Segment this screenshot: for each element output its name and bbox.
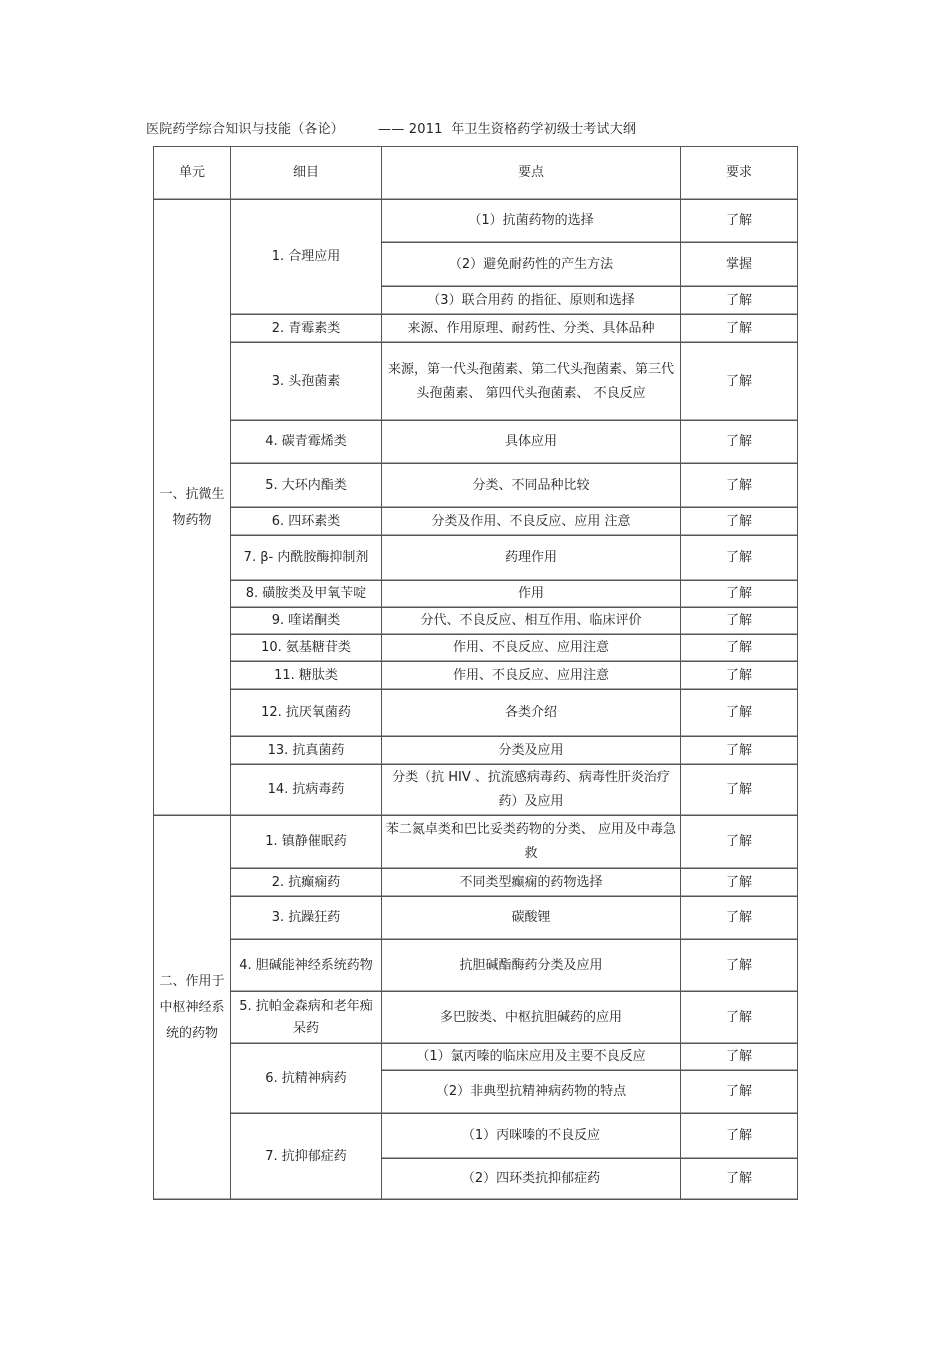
- item-cell: 4. 胆碱能神经系统药物: [231, 940, 382, 992]
- point-cell: 具体应用: [382, 421, 681, 464]
- table-row: [154, 940, 798, 992]
- point-cell: 作用、不良反应、应用注意: [382, 662, 681, 690]
- item-cell: 13. 抗真菌药: [231, 737, 382, 765]
- req-cell: 了解: [681, 765, 798, 816]
- req-cell: 了解: [681, 869, 798, 897]
- item-cell: 3. 抗躁狂药: [231, 897, 382, 940]
- point-cell: （1）抗菌药物的选择: [382, 200, 681, 243]
- item-cell: 7. 抗抑郁症药: [231, 1114, 382, 1200]
- point-cell: （2）避免耐药性的产生方法: [382, 243, 681, 287]
- req-cell: 了解: [681, 816, 798, 869]
- req-cell: 了解: [681, 737, 798, 765]
- item-cell: 7. β- 内酰胺酶抑制剂: [231, 536, 382, 581]
- point-cell: 抗胆碱酯酶药分类及应用: [382, 940, 681, 992]
- point-cell: （2）四环类抗抑郁症药: [382, 1159, 681, 1200]
- item-cell: 11. 糖肽类: [231, 662, 382, 690]
- table-row: [154, 608, 798, 635]
- table-row: [154, 737, 798, 765]
- table-header-row: [154, 147, 798, 200]
- table-row: [154, 421, 798, 464]
- point-cell: 各类介绍: [382, 690, 681, 737]
- point-cell: 分代、不良反应、相互作用、临床评价: [382, 608, 681, 635]
- title-part-2: —— 2011 年卫生资格药学初级士考试大纲: [378, 122, 637, 137]
- table-row: [154, 1114, 798, 1159]
- table-row: [154, 464, 798, 508]
- item-cell: 3. 头孢菌素: [231, 343, 382, 421]
- unit-cell: 二、作用于中枢神经系统的药物: [154, 816, 231, 1200]
- point-cell: 苯二氮卓类和巴比妥类药物的分类、 应用及中毒急救: [382, 816, 681, 869]
- table-row: [154, 315, 798, 343]
- point-cell: 作用: [382, 581, 681, 608]
- point-cell: （1）氯丙嗪的临床应用及主要不良反应: [382, 1044, 681, 1071]
- point-cell: 多巴胺类、中枢抗胆碱药的应用: [382, 992, 681, 1044]
- unit-cell: 一、抗微生物药物: [154, 200, 231, 816]
- point-cell: （1）丙咪嗪的不良反应: [382, 1114, 681, 1159]
- item-cell: 1. 镇静催眠药: [231, 816, 382, 869]
- req-cell: 了解: [681, 1071, 798, 1114]
- point-cell: （2）非典型抗精神病药物的特点: [382, 1071, 681, 1114]
- req-cell: 了解: [681, 690, 798, 737]
- req-cell: 了解: [681, 897, 798, 940]
- table-row: [154, 690, 798, 737]
- req-cell: 了解: [681, 662, 798, 690]
- req-cell: 了解: [681, 581, 798, 608]
- point-cell: （3）联合用药 的指征、原则和选择: [382, 287, 681, 315]
- item-cell: 2. 青霉素类: [231, 315, 382, 343]
- item-cell: 5. 抗帕金森病和老年痴呆药: [231, 992, 382, 1044]
- point-cell: 分类及作用、不良反应、应用 注意: [382, 508, 681, 536]
- item-cell: 14. 抗病毒药: [231, 765, 382, 816]
- req-cell: 了解: [681, 343, 798, 421]
- table-row: [154, 1044, 798, 1071]
- req-cell: 了解: [681, 992, 798, 1044]
- table-row: [154, 869, 798, 897]
- point-cell: 不同类型癫痫的药物选择: [382, 869, 681, 897]
- item-cell: 6. 四环素类: [231, 508, 382, 536]
- table-row: [154, 816, 798, 869]
- item-cell: 5. 大环内酯类: [231, 464, 382, 508]
- point-cell: 碳酸锂: [382, 897, 681, 940]
- item-cell: 4. 碳青霉烯类: [231, 421, 382, 464]
- header-item: 细目: [231, 147, 382, 200]
- req-cell: 了解: [681, 1114, 798, 1159]
- table-row: [154, 536, 798, 581]
- point-cell: 来源，第一代头孢菌素、第二代头孢菌素、第三代头孢菌素、 第四代头孢菌素、 不良反应: [382, 343, 681, 421]
- req-cell: 了解: [681, 464, 798, 508]
- req-cell: 了解: [681, 315, 798, 343]
- table-row: [154, 508, 798, 536]
- table-row: [154, 635, 798, 662]
- item-cell: 2. 抗癫痫药: [231, 869, 382, 897]
- item-cell: 6. 抗精神病药: [231, 1044, 382, 1114]
- req-cell: 了解: [681, 635, 798, 662]
- req-cell: 了解: [681, 1159, 798, 1200]
- item-cell: 8. 磺胺类及甲氧苄啶: [231, 581, 382, 608]
- item-cell: 9. 喹诺酮类: [231, 608, 382, 635]
- outline-table: [153, 146, 798, 1200]
- table-row: [154, 581, 798, 608]
- point-cell: 作用、不良反应、应用注意: [382, 635, 681, 662]
- table-row: [154, 992, 798, 1044]
- header-point: 要点: [382, 147, 681, 200]
- item-cell: 1. 合理应用: [231, 200, 382, 315]
- req-cell: 了解: [681, 200, 798, 243]
- item-cell: 12. 抗厌氧菌药: [231, 690, 382, 737]
- req-cell: 了解: [681, 1044, 798, 1071]
- page-title: [146, 118, 636, 137]
- req-cell: 了解: [681, 421, 798, 464]
- req-cell: 掌握: [681, 243, 798, 287]
- point-cell: 分类（抗 HIV 、抗流感病毒药、病毒性肝炎治疗药）及应用: [382, 765, 681, 816]
- item-cell: 10. 氨基糖苷类: [231, 635, 382, 662]
- req-cell: 了解: [681, 536, 798, 581]
- title-part-1: 医院药学综合知识与技能（各论）: [146, 122, 345, 137]
- req-cell: 了解: [681, 608, 798, 635]
- table-row: [154, 897, 798, 940]
- table-row: [154, 765, 798, 816]
- table-row: [154, 200, 798, 243]
- req-cell: 了解: [681, 508, 798, 536]
- table-row: [154, 662, 798, 690]
- req-cell: 了解: [681, 940, 798, 992]
- point-cell: 分类、不同品种比较: [382, 464, 681, 508]
- req-cell: 了解: [681, 287, 798, 315]
- header-req: 要求: [681, 147, 798, 200]
- header-unit: 单元: [154, 147, 231, 200]
- table-row: [154, 343, 798, 421]
- point-cell: 分类及应用: [382, 737, 681, 765]
- point-cell: 来源、作用原理、耐药性、分类、具体品种: [382, 315, 681, 343]
- point-cell: 药理作用: [382, 536, 681, 581]
